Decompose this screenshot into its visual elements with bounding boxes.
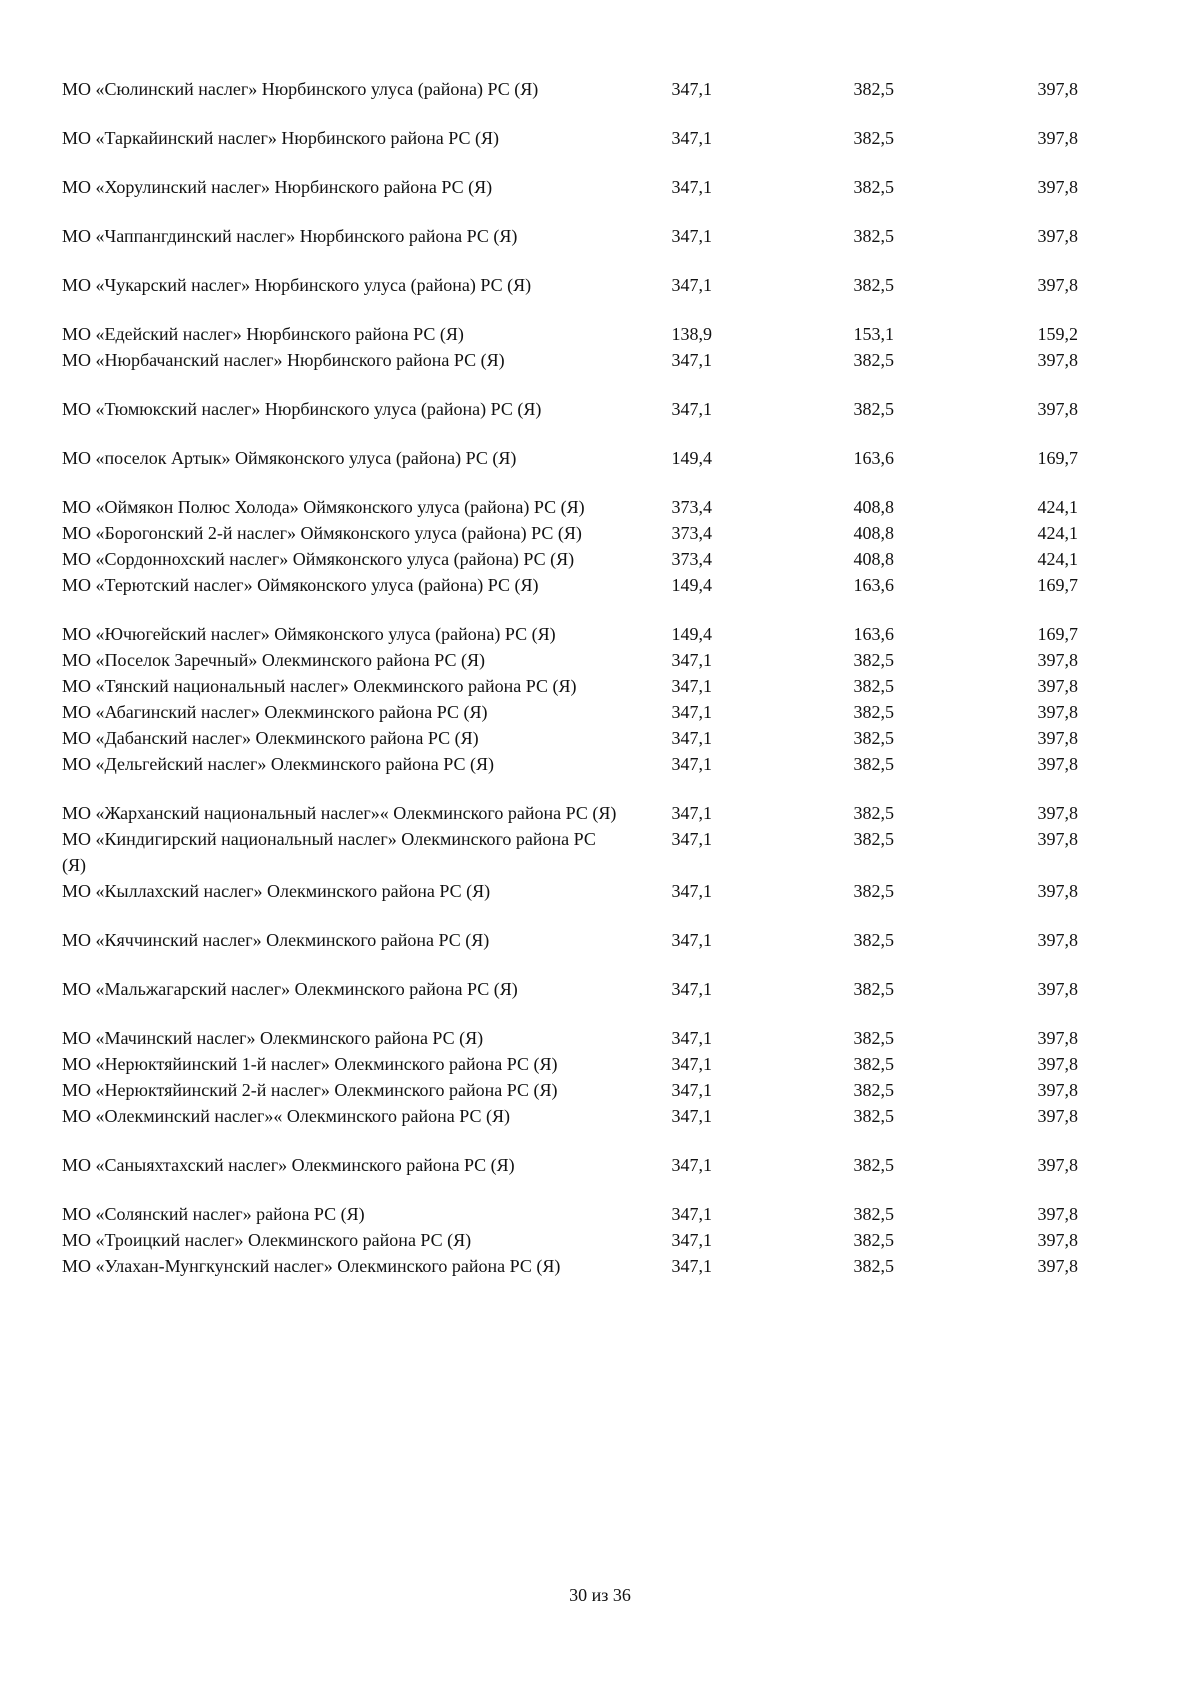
value-text: 347,1 (671, 1080, 712, 1100)
value-text: 397,8 (1037, 728, 1078, 748)
value-text: 347,1 (671, 930, 712, 950)
table-row (62, 800, 1142, 826)
table-row (62, 1201, 1142, 1227)
value-text: 397,8 (1037, 754, 1078, 774)
value-text: 163,6 (853, 624, 894, 644)
value-text: 347,1 (671, 177, 712, 197)
value-text: 382,5 (853, 350, 894, 370)
value-text: 382,5 (853, 728, 894, 748)
value-text: 397,8 (1037, 399, 1078, 419)
value-text: 347,1 (671, 676, 712, 696)
value-text: 382,5 (853, 754, 894, 774)
municipality-name: МО «Нюрбачанский наслег» Нюрбинского района РС (Я) (62, 350, 505, 370)
value-text: 397,8 (1037, 79, 1078, 99)
municipality-name: МО «Дельгейский наслег» Олекминского района РС (Я) (62, 754, 495, 774)
value-text: 373,4 (671, 549, 712, 569)
value-text: 382,5 (853, 1106, 894, 1126)
value-text: 373,4 (671, 497, 712, 517)
municipality-name: МО «Сордоннохский наслег» Оймяконского улуса (района) РС (Я) (62, 549, 575, 569)
municipality-name: МО «Киндигирский национальный наслег» Олекминского района РС (Я) (62, 829, 596, 875)
table-row (62, 572, 1142, 598)
value-text: 382,5 (853, 930, 894, 950)
value-text: 397,8 (1037, 1028, 1078, 1048)
table-row (62, 546, 1142, 572)
municipality-name: МО «Олекминский наслег»« Олекминского района РС (Я) (62, 1106, 510, 1126)
value-text: 347,1 (671, 1155, 712, 1175)
value-text: 382,5 (853, 829, 894, 849)
value-text: 347,1 (671, 754, 712, 774)
municipality-name: МО «Чукарский наслег» Нюрбинского улуса (района) РС (Я) (62, 275, 532, 295)
value-text: 373,4 (671, 523, 712, 543)
municipality-name: МО «Чаппангдинский наслег» Нюрбинского района РС (Я) (62, 226, 518, 246)
table-row (62, 396, 1142, 422)
value-text: 408,8 (853, 523, 894, 543)
value-text: 149,4 (671, 448, 712, 468)
table-row (62, 1152, 1142, 1178)
value-text: 397,8 (1037, 676, 1078, 696)
table-row (62, 1051, 1142, 1077)
table-row (62, 927, 1142, 953)
row-spacer (62, 200, 1142, 223)
value-text: 382,5 (853, 399, 894, 419)
municipality-name: МО «Троицкий наслег» Олекминского района РС (Я) (62, 1230, 472, 1250)
value-text: 347,1 (671, 1204, 712, 1224)
value-text: 382,5 (853, 1028, 894, 1048)
municipality-name: МО «Нерюктяйинский 2-й наслег» Олекминского района РС (Я) (62, 1080, 558, 1100)
table-row (62, 272, 1142, 298)
value-text: 382,5 (853, 979, 894, 999)
table-row (62, 494, 1142, 520)
row-spacer (62, 953, 1142, 976)
value-text: 382,5 (853, 1080, 894, 1100)
table-row (62, 445, 1142, 471)
value-text: 397,8 (1037, 930, 1078, 950)
value-text: 382,5 (853, 79, 894, 99)
row-spacer (62, 1002, 1142, 1025)
municipality-name: МО «Оймякон Полюс Холода» Оймяконского улуса (района) РС (Я) (62, 497, 585, 517)
table-row (62, 520, 1142, 546)
value-text: 408,8 (853, 549, 894, 569)
table-row (62, 647, 1142, 673)
row-spacer (62, 298, 1142, 321)
value-text: 397,8 (1037, 979, 1078, 999)
municipality-name: МО «Тюмюкский наслег» Нюрбинского улуса (района) РС (Я) (62, 399, 542, 419)
value-text: 382,5 (853, 1155, 894, 1175)
value-text: 382,5 (853, 881, 894, 901)
value-text: 397,8 (1037, 881, 1078, 901)
municipality-name: МО «Сюлинский наслег» Нюрбинского улуса (района) РС (Я) (62, 79, 539, 99)
municipality-name: МО «Кяччинский наслег» Олекминского района РС (Я) (62, 930, 490, 950)
row-spacer (62, 373, 1142, 396)
value-text: 397,8 (1037, 226, 1078, 246)
table-row (62, 751, 1142, 777)
value-text: 347,1 (671, 1230, 712, 1250)
value-text: 347,1 (671, 702, 712, 722)
municipality-name: МО «Ючюгейский наслег» Оймяконского улуса (района) РС (Я) (62, 624, 556, 644)
value-text: 397,8 (1037, 275, 1078, 295)
value-text: 397,8 (1037, 1054, 1078, 1074)
value-text: 397,8 (1037, 1080, 1078, 1100)
municipality-name: МО «Терютский наслег» Оймяконского улуса (района) РС (Я) (62, 575, 539, 595)
table-row (62, 1025, 1142, 1051)
page-number: 30 из 36 (569, 1585, 631, 1605)
value-text: 347,1 (671, 350, 712, 370)
municipality-name: МО «Поселок Заречный» Олекминского района РС (Я) (62, 650, 485, 670)
municipality-name: МО «Улахан-Мунгкунский наслег» Олекминского района РС (Я) (62, 1256, 561, 1276)
value-text: 424,1 (1037, 549, 1078, 569)
value-text: 382,5 (853, 1054, 894, 1074)
municipality-name: МО «Таркайинский наслег» Нюрбинского района РС (Я) (62, 128, 499, 148)
table-row (62, 699, 1142, 725)
table-row (62, 1103, 1142, 1129)
table-row (62, 174, 1142, 200)
value-text: 347,1 (671, 829, 712, 849)
value-text: 397,8 (1037, 1230, 1078, 1250)
table-row (62, 725, 1142, 751)
value-text: 347,1 (671, 1256, 712, 1276)
value-text: 347,1 (671, 650, 712, 670)
value-text: 347,1 (671, 803, 712, 823)
value-text: 159,2 (1037, 324, 1078, 344)
value-text: 382,5 (853, 803, 894, 823)
value-text: 397,8 (1037, 177, 1078, 197)
table-row (62, 321, 1142, 347)
table-row (62, 826, 1142, 878)
value-text: 163,6 (853, 448, 894, 468)
table-row (62, 673, 1142, 699)
value-text: 153,1 (853, 324, 894, 344)
value-text: 382,5 (853, 676, 894, 696)
table-row (62, 976, 1142, 1002)
value-text: 397,8 (1037, 1204, 1078, 1224)
table-row (62, 125, 1142, 151)
value-text: 397,8 (1037, 702, 1078, 722)
value-text: 382,5 (853, 702, 894, 722)
table-row (62, 76, 1142, 102)
value-text: 347,1 (671, 728, 712, 748)
value-text: 382,5 (853, 275, 894, 295)
municipality-name: МО «поселок Артык» Оймяконского улуса (района) РС (Я) (62, 448, 517, 468)
value-text: 382,5 (853, 177, 894, 197)
value-text: 397,8 (1037, 350, 1078, 370)
row-spacer (62, 1129, 1142, 1152)
value-text: 347,1 (671, 1054, 712, 1074)
row-spacer (62, 598, 1142, 621)
value-text: 424,1 (1037, 497, 1078, 517)
municipality-name: МО «Жарханский национальный наслег»« Олекминского района РС (Я) (62, 803, 617, 823)
value-text: 347,1 (671, 226, 712, 246)
value-text: 169,7 (1037, 575, 1078, 595)
municipality-name: МО «Мачинский наслег» Олекминского района РС (Я) (62, 1028, 484, 1048)
value-text: 347,1 (671, 79, 712, 99)
value-text: 397,8 (1037, 803, 1078, 823)
value-text: 347,1 (671, 1106, 712, 1126)
value-text: 347,1 (671, 399, 712, 419)
table-row (62, 1077, 1142, 1103)
row-spacer (62, 249, 1142, 272)
value-text: 169,7 (1037, 448, 1078, 468)
table-row (62, 621, 1142, 647)
value-text: 408,8 (853, 497, 894, 517)
value-text: 347,1 (671, 1028, 712, 1048)
municipality-table (62, 76, 1142, 1279)
municipality-name: МО «Абагинский наслег» Олекминского района РС (Я) (62, 702, 488, 722)
municipality-name: МО «Борогонский 2-й наслег» Оймяконского улуса (района) РС (Я) (62, 523, 582, 543)
value-text: 382,5 (853, 1256, 894, 1276)
table-row (62, 878, 1142, 904)
value-text: 163,6 (853, 575, 894, 595)
municipality-name: МО «Нерюктяйинский 1-й наслег» Олекминского района РС (Я) (62, 1054, 558, 1074)
value-text: 347,1 (671, 881, 712, 901)
row-spacer (62, 1178, 1142, 1201)
municipality-name: МО «Едейский наслег» Нюрбинского района РС (Я) (62, 324, 464, 344)
value-text: 347,1 (671, 275, 712, 295)
municipality-name: МО «Кыллахский наслег» Олекминского района РС (Я) (62, 881, 491, 901)
municipality-name: МО «Хорулинский наслег» Нюрбинского района РС (Я) (62, 177, 493, 197)
municipality-name: МО «Тянский национальный наслег» Олекминского района РС (Я) (62, 676, 577, 696)
value-text: 397,8 (1037, 829, 1078, 849)
row-spacer (62, 102, 1142, 125)
value-text: 397,8 (1037, 650, 1078, 670)
value-text: 382,5 (853, 226, 894, 246)
municipality-name: МО «Саныяхтахский наслег» Олекминского района РС (Я) (62, 1155, 515, 1175)
value-text: 138,9 (671, 324, 712, 344)
value-text: 382,5 (853, 650, 894, 670)
value-text: 382,5 (853, 128, 894, 148)
value-text: 397,8 (1037, 1106, 1078, 1126)
municipality-name: МО «Солянский наслег» района РС (Я) (62, 1204, 365, 1224)
value-text: 397,8 (1037, 128, 1078, 148)
row-spacer (62, 777, 1142, 800)
row-spacer (62, 904, 1142, 927)
row-spacer (62, 471, 1142, 494)
value-text: 397,8 (1037, 1155, 1078, 1175)
row-spacer (62, 422, 1142, 445)
table-row (62, 1227, 1142, 1253)
table-row (62, 347, 1142, 373)
value-text: 382,5 (853, 1230, 894, 1250)
value-text: 347,1 (671, 128, 712, 148)
value-text: 149,4 (671, 624, 712, 644)
value-text: 347,1 (671, 979, 712, 999)
value-text: 169,7 (1037, 624, 1078, 644)
table-row (62, 1253, 1142, 1279)
value-text: 424,1 (1037, 523, 1078, 543)
value-text: 397,8 (1037, 1256, 1078, 1276)
municipality-name: МО «Дабанский наслег» Олекминского района РС (Я) (62, 728, 479, 748)
value-text: 149,4 (671, 575, 712, 595)
table-row (62, 223, 1142, 249)
value-text: 382,5 (853, 1204, 894, 1224)
municipality-name: МО «Мальжагарский наслег» Олекминского района РС (Я) (62, 979, 518, 999)
row-spacer (62, 151, 1142, 174)
